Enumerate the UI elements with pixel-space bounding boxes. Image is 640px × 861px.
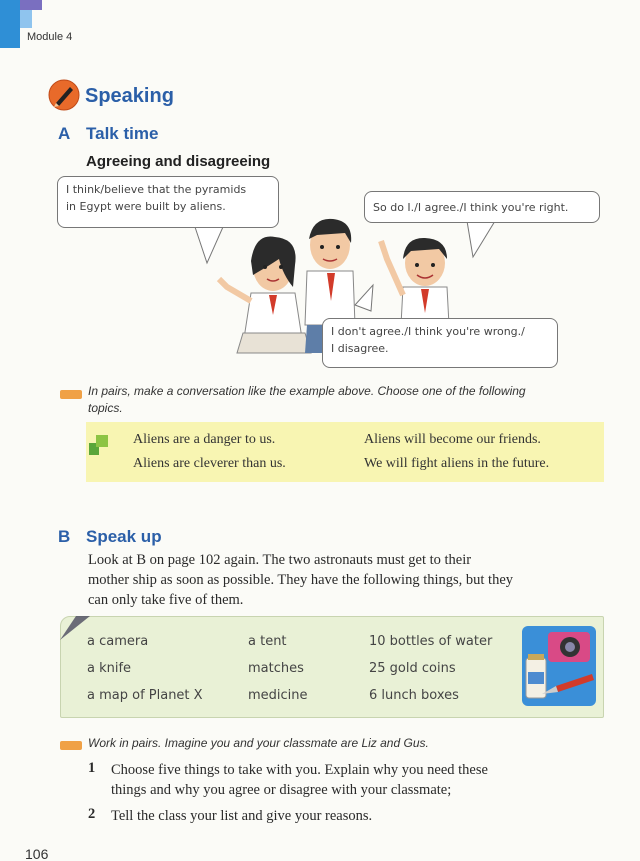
section-b-paragraph xyxy=(88,550,608,610)
section-a-subheading: Agreeing and disagreeing xyxy=(86,153,271,170)
instruction-marker xyxy=(60,390,82,399)
instruction-line: topics. xyxy=(88,401,123,415)
speaking-pencil-icon xyxy=(48,79,80,111)
item: a camera xyxy=(87,634,149,649)
topic-item: Aliens will become our friends. xyxy=(364,432,541,447)
bubble-text-line: I don't agree./I think you're wrong./ xyxy=(331,325,525,338)
section-b-title: Speak up xyxy=(86,527,162,546)
task-number: 2 xyxy=(88,806,96,822)
topic-item: Aliens are cleverer than us. xyxy=(133,456,286,471)
bubble-text-line: So do I./I agree./I think you're right. xyxy=(373,201,569,214)
section-b-letter: B xyxy=(58,527,71,546)
folded-corner-icon xyxy=(60,616,90,640)
task-line: things and why you agree or disagree with your classmate; xyxy=(111,782,452,798)
bubble-text-line: I think/believe that the pyramids xyxy=(66,183,247,196)
task-text xyxy=(111,806,611,826)
corner-decoration xyxy=(20,0,42,10)
page-number: 106 xyxy=(25,846,49,861)
item: 6 lunch boxes xyxy=(369,688,459,703)
task-text xyxy=(111,760,611,800)
instruction-line: In pairs, make a conversation like the example above. Choose one of the following xyxy=(88,384,526,398)
task-line: Tell the class your list and give your reasons. xyxy=(111,808,373,824)
bubble-text-line: in Egypt were built by aliens. xyxy=(66,200,226,213)
item: matches xyxy=(248,661,304,676)
paragraph-line: mother ship as soon as possible. They have the following things, but they xyxy=(88,572,514,588)
item: medicine xyxy=(248,688,308,703)
task-line: Choose five things to take with you. Explain why you need these xyxy=(111,762,488,778)
speech-bubble-left xyxy=(57,176,279,228)
instruction-b: Work in pairs. Imagine you and your classmate are Liz and Gus. xyxy=(88,736,429,750)
paragraph-line: can only take five of them. xyxy=(88,592,244,608)
corner-decoration xyxy=(0,0,20,48)
item: a tent xyxy=(248,634,287,649)
topic-decoration xyxy=(96,435,108,447)
supplies-illustration xyxy=(512,622,602,710)
task-number: 1 xyxy=(88,760,96,776)
topic-item: Aliens are a danger to us. xyxy=(133,432,276,447)
speech-bubble-right xyxy=(364,191,600,223)
section-a-title: Talk time xyxy=(86,124,159,143)
item: 25 gold coins xyxy=(369,661,456,676)
speech-bubble-bottom xyxy=(322,318,558,368)
item: a map of Planet X xyxy=(87,688,203,703)
section-a-letter: A xyxy=(58,124,71,143)
instruction-marker xyxy=(60,741,82,750)
paragraph-line: Look at B on page 102 again. The two astronauts must get to their xyxy=(88,552,472,568)
item: 10 bottles of water xyxy=(369,634,493,649)
item: a knife xyxy=(87,661,132,676)
instruction-a xyxy=(88,383,608,417)
speaking-title: Speaking xyxy=(85,85,174,107)
topic-item: We will fight aliens in the future. xyxy=(364,456,550,471)
bubble-text-line: I disagree. xyxy=(331,342,389,355)
module-label: Module 4 xyxy=(27,31,73,43)
corner-decoration xyxy=(20,10,32,28)
topics-box xyxy=(86,422,604,482)
